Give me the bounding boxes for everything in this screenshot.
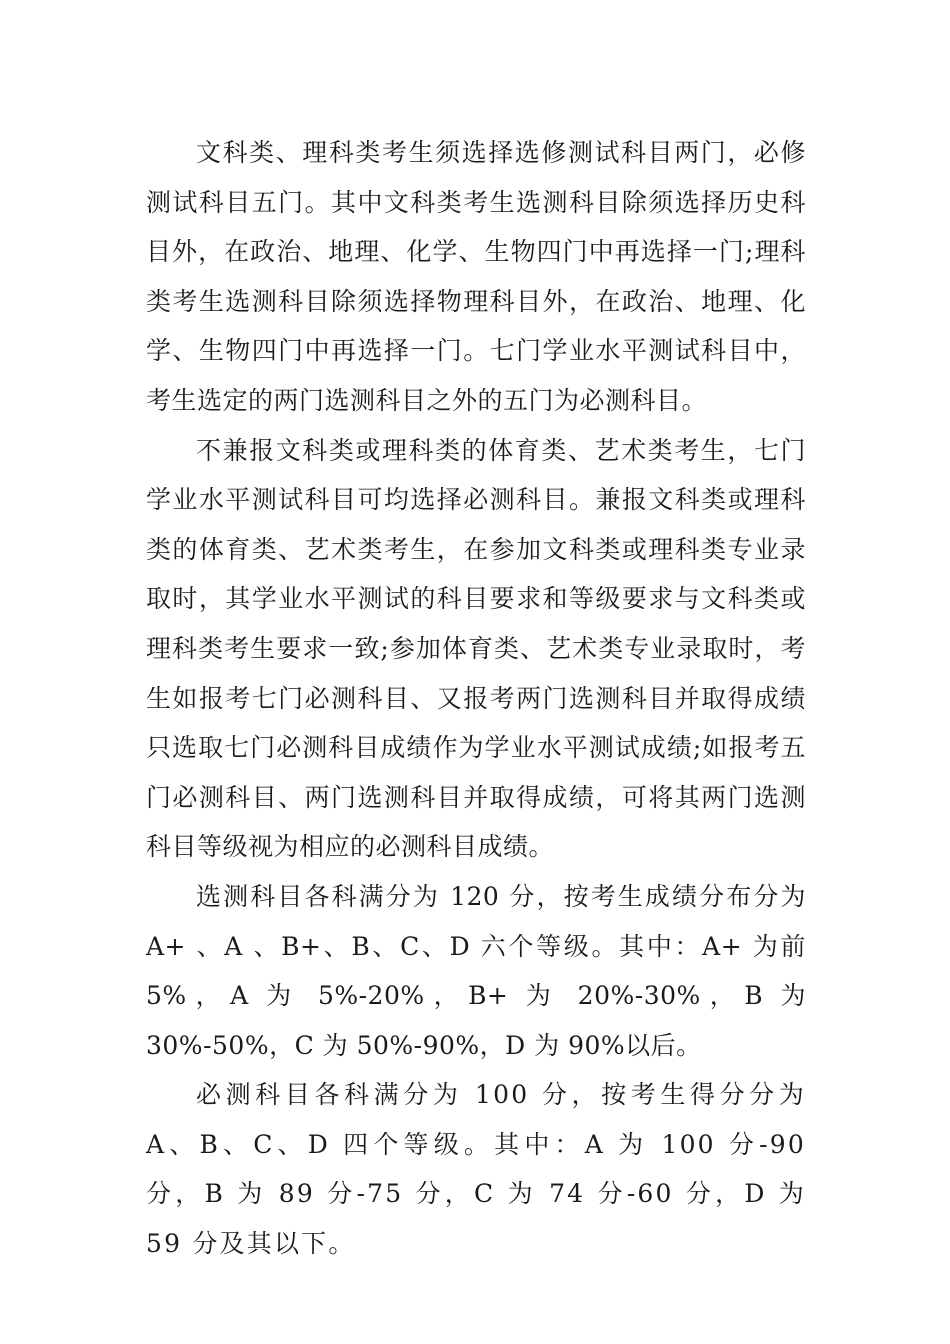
paragraph-arts-sports-candidates: 不兼报文科类或理科类的体育类、艺术类考生，七门学业水平测试科目可均选择必测科目。兼报文科类或理科类的体育类、艺术类考生，在参加文科类或理科类专业录取时，其学业水平测试的科目要求和等级要求与文科类或理科类考生要求一致;参加体育类、艺术类专业录取时，考生如报考七门必测科目、又报考两门选测科目并取得成绩只选取七门必测科目成绩作为学业水平测试成绩;如报考五门必测科目、两门选测科目并取得成绩，可将其两门选测科目等级视为相应的必测科目成绩。 [146,435,806,862]
paragraph-required-grading: 必测科目各科满分为 100 分，按考生得分分为 A、B、C、D 四个等级。其中：A 为 100 分-90 分，B 为 89 分-75 分，C 为 74 分-60 分，D 为 59 分及其以下。 [146,1080,806,1259]
document-body [146,128,806,1269]
paragraph-elective-grading: 选测科目各科满分为 120 分，按考生成绩分布分为 A+ 、A 、B+、B、C、D 六个等级。其中：A+ 为前 5%，A 为 5%-20%，B+ 为 20%-30%，B 为 30%-50%，C 为 50%-90%，D 为 90%以后。 [146,881,806,1060]
paragraph-subject-selection: 文科类、理科类考生须选择选修测试科目两门，必修测试科目五门。其中文科类考生选测科目除须选择历史科目外，在政治、地理、化学、生物四门中再选择一门;理科类考生选测科目除须选择物理科目外，在政治、地理、化学、生物四门中再选择一门。七门学业水平测试科目中，考生选定的两门选测科目之外的五门为必测科目。 [146,138,806,415]
